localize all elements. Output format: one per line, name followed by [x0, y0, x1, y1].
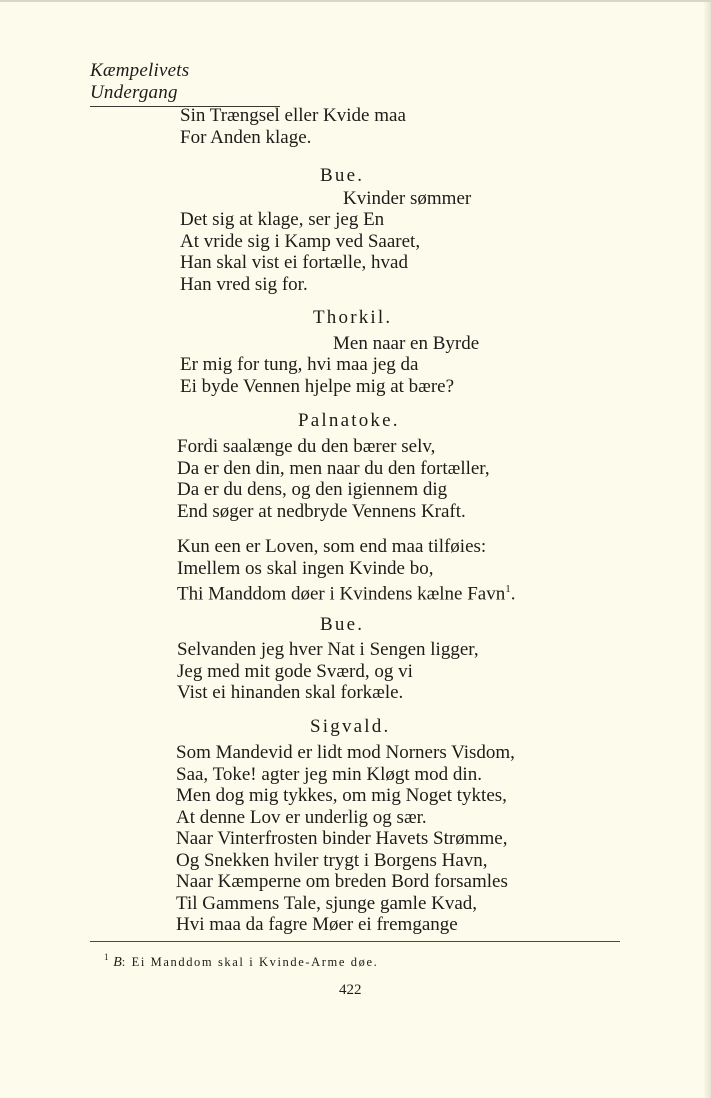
verse-line: Naar Vinterfrosten binder Havets Strømme, [176, 828, 508, 849]
verse-line: Til Gammens Tale, sjunge gamle Kvad, [176, 892, 478, 914]
verse-line: For Anden klage. [180, 126, 312, 148]
page-edge [703, 2, 711, 1098]
running-head: Kæmpelivets Undergang [90, 60, 280, 107]
verse-block-7 [176, 742, 515, 936]
footnote-ref: 1 [505, 583, 511, 595]
verse-line: Men dog mig tykkes, om mig Noget tyktes, [176, 785, 507, 806]
verse-line: Kvinder sømmer [343, 188, 472, 209]
verse-block-5 [177, 536, 516, 605]
page-number: 422 [339, 982, 362, 998]
speaker-bue-1: Bue. [320, 165, 365, 186]
verse-line: Som Mandevid er lidt mod Norners Visdom, [176, 742, 515, 763]
verse-text: Thi Manddom døer i Kvindens kælne Favn [177, 583, 506, 605]
verse-line: Og Snekken hviler trygt i Borgens Havn, [176, 849, 488, 871]
verse-line [177, 579, 516, 605]
speaker-bue-2: Bue. [320, 614, 365, 635]
speaker-thorkil: Thorkil. [313, 307, 393, 328]
verse-block-2 [180, 209, 420, 295]
verse-line: Er mig for tung, hvi maa jeg da [180, 354, 419, 375]
footnote-text: : Ei Manddom skal i Kvinde-Arme døe. [121, 955, 379, 970]
verse-indent-line [333, 333, 479, 355]
verse-line: Da er den din, men naar du den fortæller, [177, 457, 490, 479]
footnote [104, 953, 378, 971]
verse-line: Hvi maa da fagre Møer ei fremgange [176, 914, 458, 935]
verse-line: Jeg med mit gode Sværd, og vi [177, 660, 413, 682]
verse-line: Men naar en Byrde [333, 333, 480, 354]
verse-line: Imellem os skal ingen Kvinde bo, [177, 557, 434, 579]
verse-block-3 [180, 354, 454, 397]
footnote-source: B [113, 955, 122, 971]
verse-line: Han skal vist ei fortælle, hvad [180, 252, 408, 273]
verse-line: Da er du dens, og den igiennem dig [177, 479, 448, 500]
verse-line: Han vred sig for. [180, 273, 308, 295]
speaker-palnatoke: Palnatoke. [298, 410, 400, 431]
verse-line: Vist ei hinanden skal forkæle. [177, 682, 404, 703]
verse-line: End søger at nedbryde Vennens Kraft. [177, 500, 466, 522]
speaker-sigvald: Sigvald. [310, 716, 391, 737]
verse-punct: . [510, 583, 516, 605]
footnote-divider [90, 941, 620, 942]
verse-line: Kun een er Loven, som end maa tilføies: [177, 536, 487, 557]
verse-line: At vride sig i Kamp ved Saaret, [180, 230, 421, 252]
verse-line: Fordi saalænge du den bærer selv, [177, 436, 436, 457]
verse-indent-line [343, 188, 471, 210]
verse-block-6 [177, 639, 479, 704]
verse-line: Ei byde Vennen hjelpe mig at bære? [180, 375, 455, 397]
verse-block-4 [177, 436, 490, 522]
verse-line: Sin Trængsel eller Kvide maa [180, 105, 406, 126]
verse-line: Naar Kæmperne om breden Bord forsamles [176, 871, 508, 892]
footnote-mark: 1 [104, 952, 109, 962]
verse-line: Saa, Toke! agter jeg min Kløgt mod din. [176, 763, 482, 785]
verse-line: Det sig at klage, ser jeg En [180, 209, 385, 230]
verse-line: Selvanden jeg hver Nat i Sengen ligger, [177, 639, 479, 660]
verse-line: At denne Lov er underlig og sær. [176, 806, 427, 828]
verse-block-1 [180, 105, 406, 148]
